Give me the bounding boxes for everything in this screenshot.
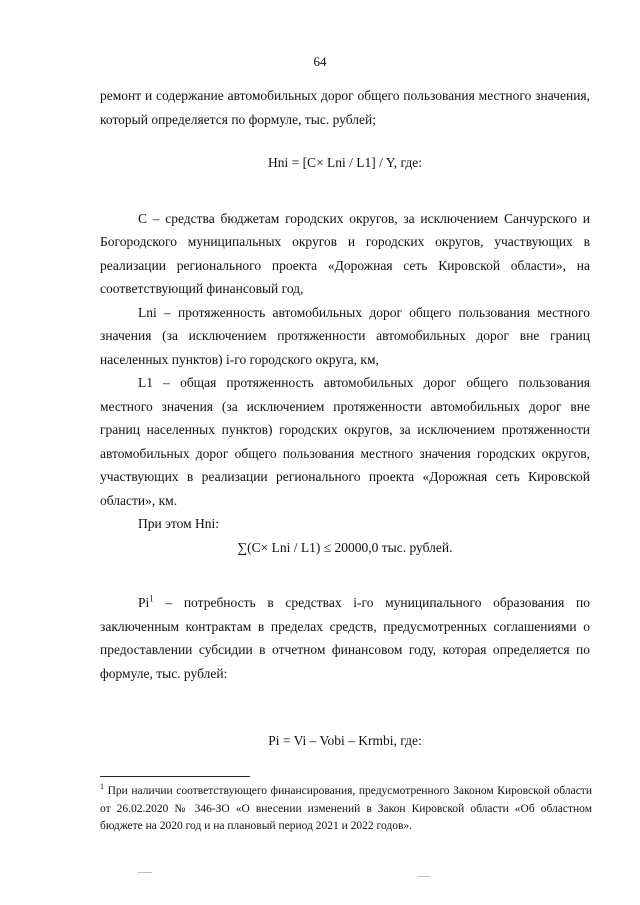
footnote-reference[interactable]: 1 (149, 593, 154, 604)
paragraph-pi-definition (100, 591, 590, 685)
page-number: 64 (313, 54, 327, 69)
scan-artifact-right (418, 876, 430, 877)
paragraph-road-repair: ремонт и содержание автомобильных дорог общего пользования местного значения, который определяется по формуле, тыс. рублей; (100, 88, 590, 127)
footnote-marker: 1 (100, 782, 104, 792)
paragraph-l1-definition: L1 – общая протяженность автомобильных дорог общего пользования местного значения (за исключением протяженности автомобильных дорог вне границ населенных пунктов) городских округов, за исключением протяженности автомобильных дорог общего пользования местного значения городских округов, участвующих в реализации регионального проекта «Дорожная сеть Кировской области», км. (100, 375, 590, 508)
paragraph-c-definition: С – средства бюджетам городских округов, за исключением Санчурского и Богородского муниципальных округов и городских округов, участвующих в реализации регионального проекта «Дорожная сеть Кировской области», на соответствующий финансовый год, (100, 210, 590, 296)
pi-term: Pi (138, 595, 150, 610)
formula-sum-limit: ∑(C× Lni / L1) ≤ 20000,0 тыс. рублей. (237, 539, 453, 555)
footnote (100, 783, 592, 836)
document-body (100, 84, 590, 753)
scan-artifact-left (138, 872, 152, 873)
footnote-text: При наличии соответствующего финансирования, предусмотренного Законом Кировской области от 26.02.2020 № 346-ЗО «О внесении изменений в Закон Кировской области «Об областном бюджете на 2020 год и на плановый период 2021 и 2022 годов». (100, 785, 592, 832)
pi-definition-text: – потребность в средствах i-го муниципального образования по заключенным контрактам в пределах средств, предусмотренных соглашениями о предоставлении субсидии в отчетном финансовом году, которая определяется по формуле, тыс. рублей: (100, 595, 590, 681)
paragraph-lni-definition: Lni – протяженность автомобильных дорог общего пользования местного значения (за исключением протяженности автомобильных дорог вне границ населенных пунктов) i-го городского округа, км, (100, 304, 590, 367)
formula-hni: Hni = [C× Lni / L1] / Y, где: (267, 155, 423, 170)
paragraph-hni-condition: При этом Hni: (138, 516, 220, 531)
footnote-separator (100, 776, 250, 777)
formula-pi: Pi = Vi – Vobi – Krmbi, где: (268, 733, 422, 748)
